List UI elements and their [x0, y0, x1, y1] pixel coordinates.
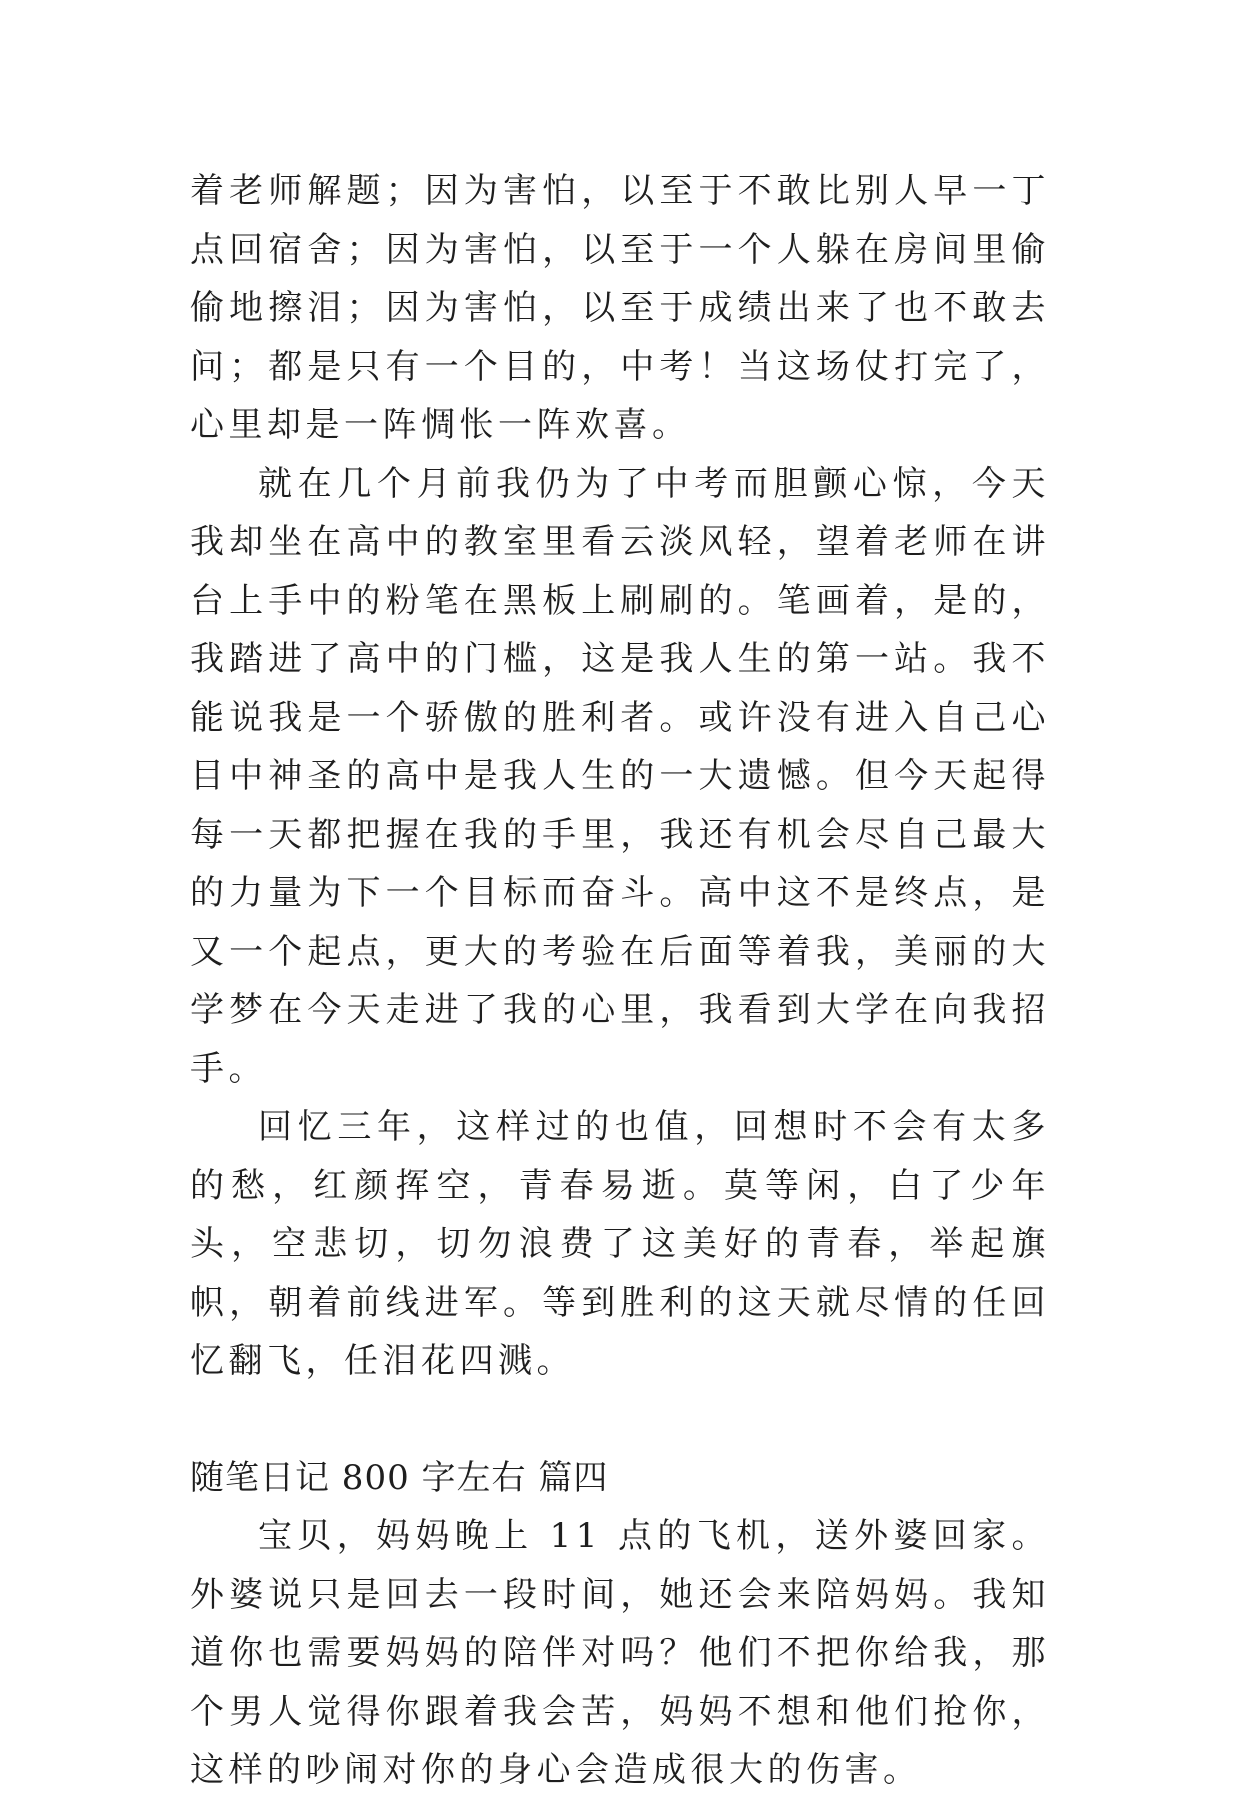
- paragraph-letter: 宝贝，妈妈晚上 11 点的飞机，送外婆回家。外婆说只是回去一段时间，她还会来陪妈妈。我知道你也需要妈妈的陪伴对吗？他们不把你给我，那个男人觉得你跟着我会苦，妈妈不想和他们抢你，这样的吵闹对你的身心会造成很大的伤害。: [190, 1516, 1050, 1790]
- section-heading: 随笔日记 800 字左右 篇四: [190, 1457, 609, 1498]
- paragraph-continued: 着老师解题；因为害怕，以至于不敢比别人早一丁点回宿舍；因为害怕，以至于一个人躲在房间里偷偷地擦泪；因为害怕，以至于成绩出来了也不敢去问；都是只有一个目的，中考！当这场仗打完了，心里却是一阵惆怅一阵欢喜。: [190, 171, 1050, 445]
- paragraph-memories: 回忆三年，这样过的也值，回想时不会有太多的愁，红颜挥空，青春易逝。莫等闲，白了少年头，空悲切，切勿浪费了这美好的青春，举起旗帜，朝着前线进军。等到胜利的这天就尽情的任回忆翻飞，任泪花四溅。: [190, 1107, 1050, 1381]
- document-body: [190, 162, 1050, 1800]
- paragraph-high-school: 就在几个月前我仍为了中考而胆颤心惊，今天我却坐在高中的教室里看云淡风轻，望着老师在讲台上手中的粉笔在黑板上刷刷的。笔画着，是的，我踏进了高中的门槛，这是我人生的第一站。我不能说我是一个骄傲的胜利者。或许没有进入自己心目中神圣的高中是我人生的一大遗憾。但今天起得每一天都把握在我的手里，我还有机会尽自己最大的力量为下一个目标而奋斗。高中这不是终点，是又一个起点，更大的考验在后面等着我，美丽的大学梦在今天走进了我的心里，我看到大学在向我招手。: [190, 463, 1050, 1089]
